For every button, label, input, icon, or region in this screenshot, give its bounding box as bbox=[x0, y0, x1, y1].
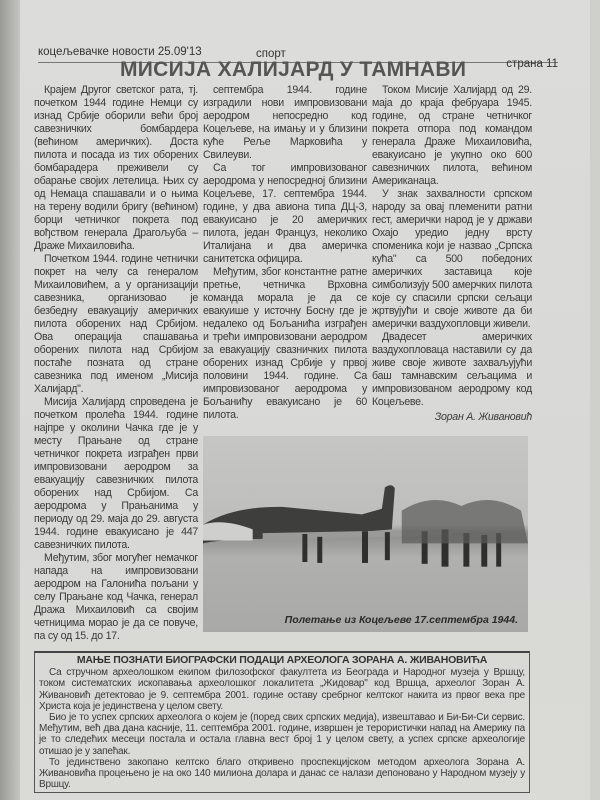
box-title: МАЊЕ ПОЗНАТИ БИОГРАФСКИ ПОДАЦИ АРХЕОЛОГА ЗОРАНА А. ЖИВАНОВИЋА bbox=[76, 654, 488, 666]
article-column-1 bbox=[34, 84, 198, 643]
paragraph: септембра 1944. године изградили нови импровизовани аеродром непосредно код Коцељеве, на имању и у близини куће Реље Марковића у Свилеуви. bbox=[203, 84, 367, 161]
historical-photo-dc3-plane bbox=[203, 436, 528, 632]
box-paragraph: То јединствено закопано келтско благо откривено проспекцијском методом археолога Зорана А. Живановића процењено је на око 140 милиона долара и данас се налази депоновано у Народном музеју у Вршцу. bbox=[39, 756, 525, 791]
page-number: страна 11 bbox=[506, 58, 558, 70]
paragraph: Двадесет америчких ваздухопловаца наставили су да живе своје животе захваљујући баш тамнавским сељацима и импровизованом аеродрому код Коцељеве. bbox=[372, 331, 532, 408]
section-name: спорт bbox=[256, 48, 286, 60]
paragraph: Почетком 1944. године четнички покрет на челу са генералом Михаиловићем, а у организацији савезника, организовао је безбедну евакуацију америчких пилота оборених над Србијом. Ова операција спашавања оборених пилота над Србијом постаће позната од стране савезника под именом „Мисија Халијард". bbox=[34, 253, 198, 395]
paragraph: У знак захвалности српском народу за овај племенити ратни гест, амерички народ је у држави Охајо уредио једну врсту споменика који је назвао „Српска кућа" са 500 победоних америчких заставица које симболизују 500 амерчких пилота које су спасили српски сељаци жртвујући и своје животе да би амерички ваздухопловци живели. bbox=[372, 188, 532, 330]
biography-sidebar-box bbox=[34, 651, 530, 793]
author-signature: Зоран А. Живановић bbox=[434, 411, 532, 423]
plane-photo-illustration bbox=[203, 436, 528, 632]
paragraph: Међутим, због константне ратне претње, четничка Врховна команда морала је да се евакуише у источну Босну где је недалеко од Бољанића изграђен и трећи импровизовани аеродром за евакуацију свазничких пилота оборених изнад Србије у првој половини 1944. године. Са импровизованог аеродрома у Бољанићу евакуисано је 60 пилота. bbox=[203, 266, 367, 421]
photo-caption: Полетање из Коцељеве 17.септембра 1944. bbox=[284, 614, 518, 626]
article-column-2 bbox=[203, 84, 367, 422]
paragraph: Мисија Халијард спроведена је почетком пролећа 1944. године најпре у околини Чачка где је у месту Прањане од стране четничког покрета изграђен први импровизовани аеродром за евакуацију савезничких пилота оборених над Србијом. Са аеродрома у Прањанима у периоду од 29. маја до 29. августа 1944. године евакуисано је 447 савезничких пилота. bbox=[34, 396, 198, 551]
page-edge-shadow bbox=[0, 0, 22, 800]
article-title: МИСИЈА ХАЛИЈАРД У ТАМНАВИ bbox=[120, 58, 467, 81]
paragraph: Током Мисије Халијард од 29. маја до краја фебруара 1945. године, од стране четничког покрета отпора под командом генерала Драже Михаиловића, евакуисано је укупно око 600 савезничких пилота, већином Американаца. bbox=[372, 84, 532, 187]
box-paragraph: Са стручном археолошком екипом филозофског факултета из Београда и Народног музеја у Вршцу, током систематских ископавања археолошког локалитета „Жидовар" код Вршца, археолог Зоран А. Живановић детектовао је 9. септембра 2001. године оставу сребрног келтског накита из првог века пре Христа која је јединствена у целом свету. bbox=[39, 667, 525, 712]
paragraph: Крајем Другог светског рата, тј. почетком 1944 године Немци су изнад Србије оборили већи број савезничких бомбардера (већином америчких). Доста пилота и посада из тих оборених бомбарадера преживели су обарање својих летелица. Њих су од Немаца спашавали и о њима на терену водили бригу (већином) борци четничког покрета под вођством генерала Драгољуба – Драже Михаиловића. bbox=[34, 84, 198, 252]
article-column-3 bbox=[372, 84, 532, 424]
paragraph: Са тог импровизованог аеродрома у непосредној близини Коцељеве, 17. септембра 1944. године, у два авиона типа ДЦ-3, евакуисано је 20 америчких пилота, један Француз, неколико Италијана и два америчка санитетска официра. bbox=[203, 162, 367, 265]
newspaper-name: коцељевачке новости 25.09'13 bbox=[38, 46, 202, 58]
paragraph: Међутим, због могућег немачког напада на импровизовани аеродром на Галонића пољани у селу Прањане код Чачка, генерал Дража Михаиловић са својим четницима морао је да се повуче, па су од 15. до 17. bbox=[34, 552, 198, 642]
box-paragraph: Био је то успех српских археолога о којем је (поред свих српских медија), извештавао и Би-Би-Си сервис. Међутим, већ два дана касније, 11. септембра 2001. године, извршен је терористички напад на Америку па је то следећих месеци постала и остала главна вест број 1 у целом свету, а успех српске археологије отишао је у запећак. bbox=[39, 712, 525, 757]
